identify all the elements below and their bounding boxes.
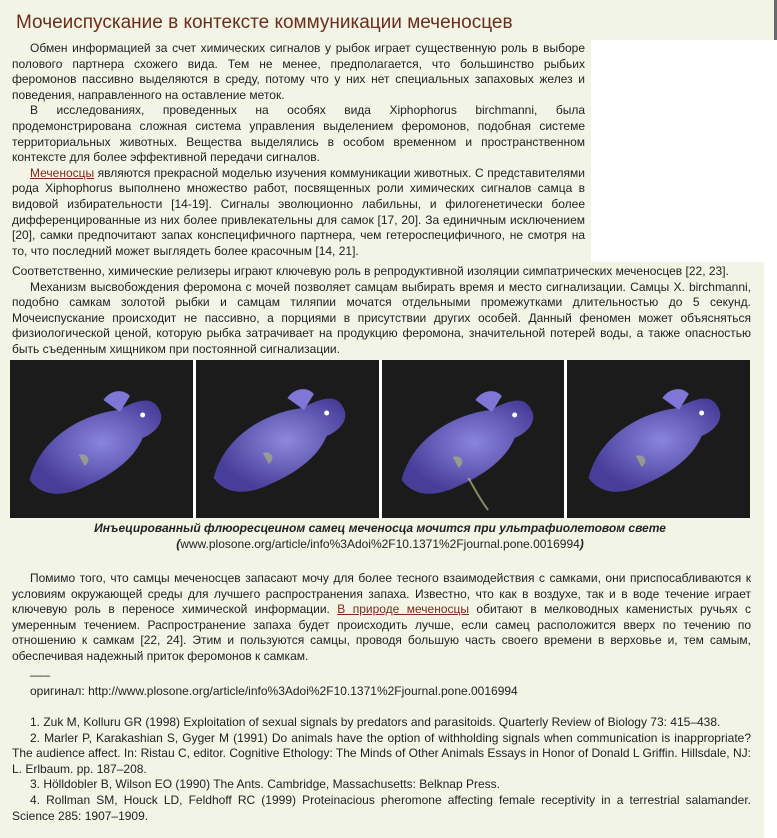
fish-photo-2 <box>196 360 379 518</box>
reference-item: 1. Zuk M, Kolluru GR (1998) Exploitation of sexual signals by predators and parasitoids. Quarterly Review of Biology 73: 415–438. <box>30 715 721 729</box>
paragraph-5 <box>12 571 751 665</box>
original-source: оригинал: http://www.plosone.org/article/info%3Adoi%2F10.1371%2Fjournal.pone.0016994 <box>30 684 518 698</box>
swordtails-link[interactable]: Меченосцы <box>30 165 95 180</box>
paragraph-2: В исследованиях, проведенных на особях вида Xiphophorus birchmanni, была продемонстрирована сложная система управления выделением феромонов, подобная системе территориальных животных. Вещества выделялись в особом временном и пространственном контексте для более эффективной передачи сигналов. <box>12 103 585 165</box>
paragraph-3-continuation: Соответственно, химические релизеры играют ключевую роль в репродуктивной изоляции симпатрических меченосцев [22, 23]. <box>12 264 729 278</box>
reference-item: 3. Hölldobler B, Wilson EO (1990) The Ants. Cambridge, Massachusetts: Belknap Press. <box>30 777 500 792</box>
sidebar-blank-area <box>591 40 777 262</box>
references-list <box>12 715 751 824</box>
caption-text: Инъецированный флюоресцеином самец меченосца мочится при ультрафиолетовом свете ( <box>94 521 666 551</box>
intro-column <box>12 41 585 263</box>
fish-photo-4 <box>567 360 750 518</box>
fish-photo-3 <box>382 360 565 518</box>
main-column <box>12 264 751 358</box>
habitat-section <box>12 571 751 665</box>
page-title: Мочеиспускание в контексте коммуникации меченосцев <box>16 12 513 33</box>
paragraph-3 <box>12 166 585 260</box>
photo-caption <box>60 521 700 552</box>
fish-photo-1 <box>10 360 193 518</box>
paragraph-1: Обмен информацией за счет химических сигналов у рыбок играет существенную роль в выборе полового партнера схожего вида. Тем не менее, предполагается, что большинство рыбьих феромонов пассивно выделяются в среду, потому что у них нет специальных запаховых желез и поведения, направленного на оставление меток. <box>12 41 585 102</box>
reference-item: 2. Marler P, Karakashian S, Gyger M (1991) Do animals have the option of withholding signals when communication is inappropriate? The audience affect. In: Ristau C, editor. Cognitive Ethology: The Minds of Other Animals Essays in Honor of Donald L Griffin. Hillsdale, NJ: L. Erlbaum. pp. 187–208. <box>12 730 751 776</box>
separator: ––– <box>30 668 51 682</box>
caption-source: www.plosone.org/article/info%3Adoi%2F10.1371%2Fjournal.pone.0016994 <box>180 536 580 551</box>
caption-close: ) <box>579 536 584 551</box>
paragraph-4: Механизм высвобождения феромона с мочей позволяет самцам выбирать время и место сигнализации. Самцы X. birchmanni, подобно самкам золотой рыбки и самцам тиляпии мочатся отдельными промежутками длительностью до 5 секунд. Мочеиспускание происходит не пассивно, а порциями в присутствии других особей. Данный феномен может объясняться физиологической ценой, которую рыбка затрачивает на продукцию феромона, значительной потерей воды, а также опасностью быть съеденным хищником при постоянной сигнализации. <box>12 279 751 356</box>
reference-item: 4. Rollman SM, Houck LD, Feldhoff RC (1999) Proteinacious pheromone affecting female receptivity in a terrestrial salamander. Science 285: 1907–1909. <box>12 792 751 823</box>
paragraph-5-end: обитают в мелководных каменистых ручьях с умеренным течением. Распространение запаха будет происходить лучше, если самец расположится вверх по течению по отношению к самкам [22, 24]. Этим и пользуются самцы, проводя большую часть своего времени в верховье и, тем самым, обеспечивая надежный приток феромонов к самкам. <box>12 602 751 663</box>
paragraph-3-text: являются прекрасной моделью изучения коммуникации животных. С представителями рода Xiphophorus выполнено множество работ, посвященных роли химических сигналов самца в видовой избирательности [14-19]. Сигналы эволюционно лабильны, и филогенетически более дифференцированные из них более привлекательны для самок [17, 20]. За единичным исключением [20], самки предпочитают запах конспецифичного партнера, чем гетероспецифичного, не смотря на то, что последний может выглядеть более красочным [14, 21]. <box>12 165 585 258</box>
in-nature-link[interactable]: В природе меченосцы <box>337 602 470 617</box>
paragraph-5-start: Помимо того, что самцы меченосцев запасают мочу для более тесного взаимодействия с самками, они приспосабливаются к условиям окружающей среды для лучшего распространения запаха. Известно, что как в воздухе, так и в воде течение играет ключевую роль в переносе химической информации. <box>12 571 751 617</box>
photo-sequence <box>10 360 750 518</box>
